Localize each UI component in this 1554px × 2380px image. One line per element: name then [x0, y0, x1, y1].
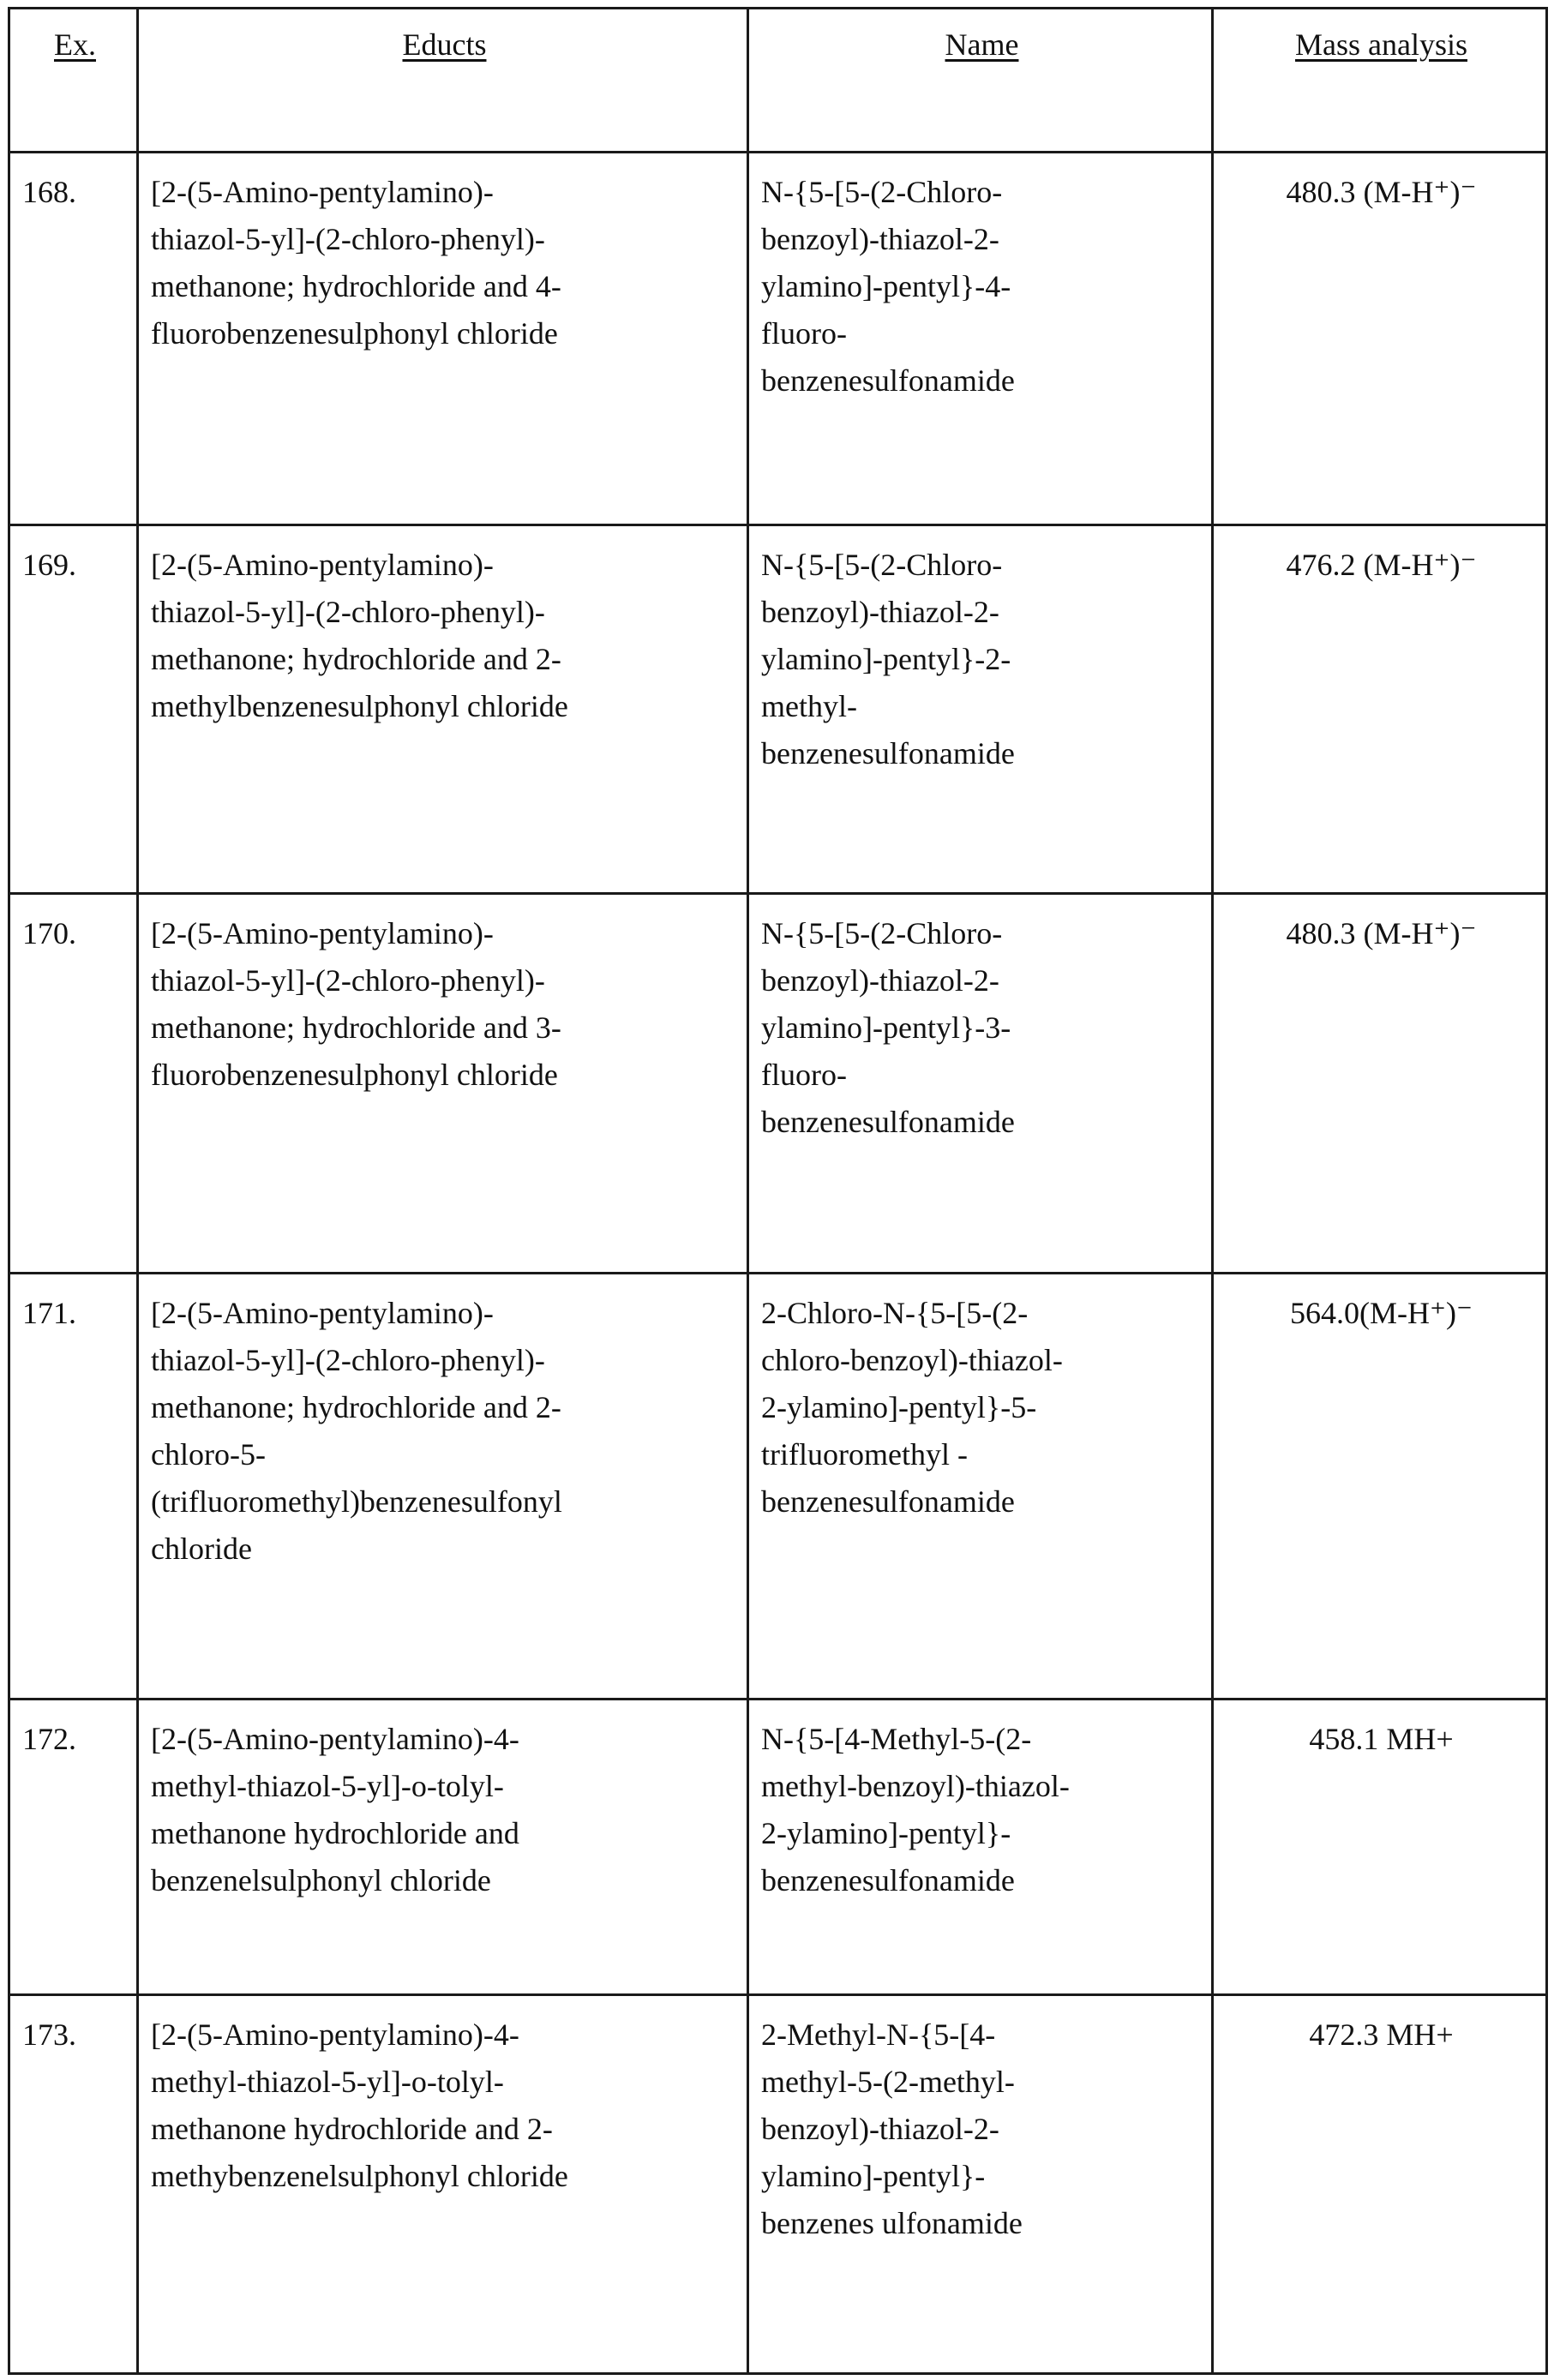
column-header-name: Name — [748, 9, 1213, 153]
educts-cell: [2-(5-Amino-pentylamino)- thiazol-5-yl]-(2-chloro-phenyl)- methanone; hydrochloride and 3- fluorobenzenesulphonyl chloride — [138, 894, 748, 1274]
mass-cell: 476.2 (M-H⁺)⁻ — [1213, 525, 1547, 894]
educts-cell: [2-(5-Amino-pentylamino)-4- methyl-thiazol-5-yl]-o-tolyl- methanone hydrochloride and benzenelsulphonyl chloride — [138, 1700, 748, 1995]
table-row — [9, 894, 1547, 1274]
mass-cell: 564.0(M-H⁺)⁻ — [1213, 1274, 1547, 1700]
compound-examples-table — [8, 7, 1548, 2375]
table-row — [9, 525, 1547, 894]
educts-cell: [2-(5-Amino-pentylamino)-4- methyl-thiazol-5-yl]-o-tolyl- methanone hydrochloride and 2- methybenzenelsulphonyl chloride — [138, 1995, 748, 2374]
name-cell: N-{5-[5-(2-Chloro- benzoyl)-thiazol-2- ylamino]-pentyl}-2- methyl- benzenesulfonamide — [748, 525, 1213, 894]
educts-cell: [2-(5-Amino-pentylamino)- thiazol-5-yl]-(2-chloro-phenyl)- methanone; hydrochloride and 2- methylbenzenesulphonyl chloride — [138, 525, 748, 894]
mass-cell: 458.1 MH+ — [1213, 1700, 1547, 1995]
educts-cell: [2-(5-Amino-pentylamino)- thiazol-5-yl]-(2-chloro-phenyl)- methanone; hydrochloride and 4- fluorobenzenesulphonyl chloride — [138, 153, 748, 525]
column-header-ex: Ex. — [9, 9, 138, 153]
table-row — [9, 1995, 1547, 2374]
table-row — [9, 1274, 1547, 1700]
table-row — [9, 153, 1547, 525]
table-row — [9, 1700, 1547, 1995]
example-number: 172. — [9, 1700, 138, 1995]
mass-cell: 472.3 MH+ — [1213, 1995, 1547, 2374]
mass-cell: 480.3 (M-H⁺)⁻ — [1213, 153, 1547, 525]
example-number: 170. — [9, 894, 138, 1274]
name-cell: N-{5-[5-(2-Chloro- benzoyl)-thiazol-2- ylamino]-pentyl}-3- fluoro- benzenesulfonamide — [748, 894, 1213, 1274]
example-number: 173. — [9, 1995, 138, 2374]
educts-cell: [2-(5-Amino-pentylamino)- thiazol-5-yl]-(2-chloro-phenyl)- methanone; hydrochloride and 2- chloro-5- (trifluoromethyl)benzenesulfonyl chloride — [138, 1274, 748, 1700]
mass-cell: 480.3 (M-H⁺)⁻ — [1213, 894, 1547, 1274]
name-cell: 2-Methyl-N-{5-[4- methyl-5-(2-methyl- benzoyl)-thiazol-2- ylamino]-pentyl}- benzenes ulfonamide — [748, 1995, 1213, 2374]
name-cell: N-{5-[4-Methyl-5-(2- methyl-benzoyl)-thiazol- 2-ylamino]-pentyl}- benzenesulfonamide — [748, 1700, 1213, 1995]
table-header-row — [9, 9, 1547, 153]
name-cell: N-{5-[5-(2-Chloro- benzoyl)-thiazol-2- ylamino]-pentyl}-4- fluoro- benzenesulfonamide — [748, 153, 1213, 525]
column-header-mass-analysis: Mass analysis — [1213, 9, 1547, 153]
example-number: 171. — [9, 1274, 138, 1700]
example-number: 169. — [9, 525, 138, 894]
example-number: 168. — [9, 153, 138, 525]
name-cell: 2-Chloro-N-{5-[5-(2- chloro-benzoyl)-thiazol- 2-ylamino]-pentyl}-5- trifluoromethyl - benzenesulfonamide — [748, 1274, 1213, 1700]
column-header-educts: Educts — [138, 9, 748, 153]
